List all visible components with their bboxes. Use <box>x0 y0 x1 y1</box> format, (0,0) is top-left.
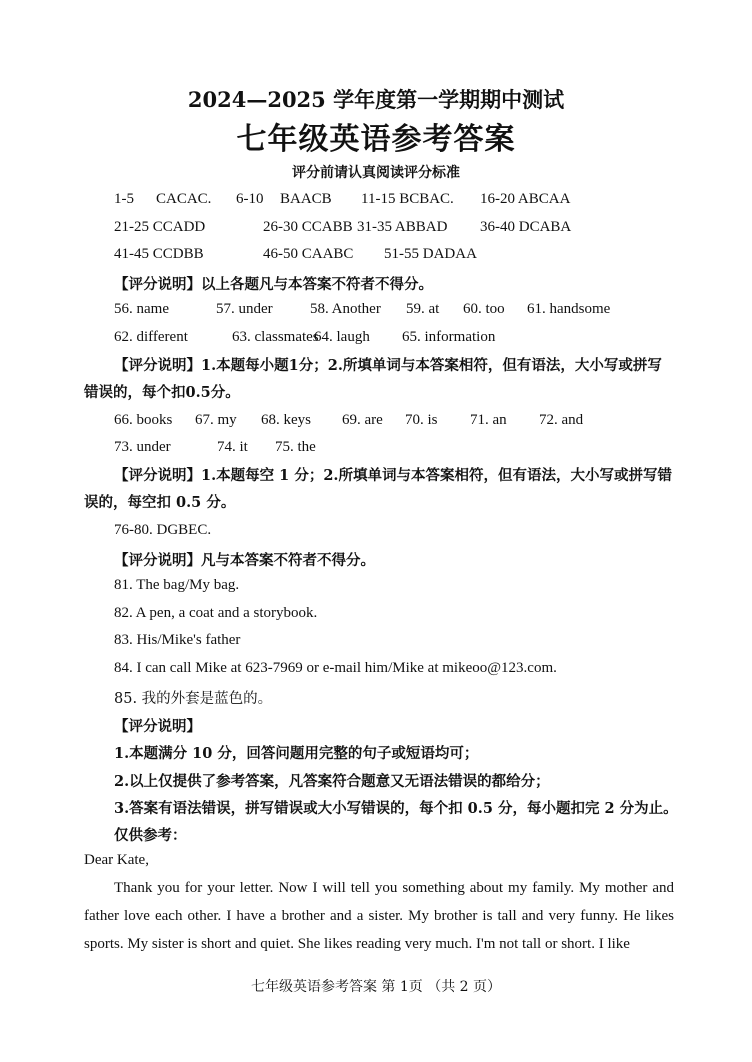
scoring-note-5-line: 3.答案有语法错误，拼写错误或大小写错误的，每个扣 0.5 分，每小题扣完 2 分为止。 <box>114 800 678 817</box>
letter-body: Thank you for your letter. Now I will tell you something about my family. My mother and father love each other. I have a brother and a sister. My brother is tall and very funny. He likes sports. My sister is short and quiet. She likes reading very much. I'm not tall or short. I like <box>84 880 674 952</box>
answer-label: 1-5 <box>114 191 134 207</box>
answer-value: 41-45 CCDBB <box>114 246 204 262</box>
answer-value: 72. and <box>539 412 584 428</box>
answer-item-83: 83. His/Mike's father <box>114 632 241 648</box>
answer-value: 31-35 ABBAD <box>357 219 448 235</box>
answer-label: 6-10 <box>236 191 264 207</box>
scoring-note-2: 【评分说明】1.本题每小题1分；2.所填单词与本答案相符，但有语法，大小写或拼写错误的，每个扣0.5分。 <box>84 357 662 401</box>
answer-value: 68. keys <box>261 412 311 428</box>
answer-item-81: 81. The bag/My bag. <box>114 577 240 593</box>
scoring-note-5-line: 仅供参考： <box>114 827 187 844</box>
letter-salutation: Dear Kate, <box>84 852 149 868</box>
scoring-note-4: 【评分说明】凡与本答案不符者不得分。 <box>114 552 375 569</box>
scoring-note-3: 【评分说明】1.本题每空 1 分；2.所填单词与本答案相符，但有语法，大小写或拼写错误的，每空扣 0.5 分。 <box>84 467 672 511</box>
answer-value: 60. too <box>463 301 505 317</box>
scoring-note-5-line: 2.以上仅提供了参考答案，凡答案符合题意又无语法错误的都给分； <box>114 773 550 790</box>
answer-value: 58. Another <box>310 301 381 317</box>
answer-value: 51-55 DADAA <box>384 246 477 262</box>
answer-value: 63. classmates <box>232 329 319 345</box>
exam-title: 2024—2025 学年度第一学期期中测试 <box>187 87 565 112</box>
scoring-note-5-line: 1.本题满分 10 分，回答问题用完整的句子或短语均可； <box>114 745 479 762</box>
answer-row-8: 76-80. DGBEC. <box>114 522 212 538</box>
answer-value: 11-15 BCBAC. <box>361 191 454 207</box>
answer-value: 75. the <box>275 439 316 455</box>
answer-value: 74. it <box>217 439 248 455</box>
answer-value: 21-25 CCADD <box>114 219 206 235</box>
answer-value: 26-30 CCABB <box>263 219 353 235</box>
answer-value: 16-20 ABCAA <box>480 191 571 207</box>
answer-item-84: 84. I can call Mike at 623-7969 or e-mail him/Mike at mikeoo@123.com. <box>114 660 557 676</box>
subtitle: 评分前请认真阅读评分标准 <box>292 165 460 181</box>
answer-value: 46-50 CAABC <box>263 246 354 262</box>
page-footer: 七年级英语参考答案 第 1页 （共 2 页） <box>250 979 502 995</box>
answer-value: 64. laugh <box>314 329 370 345</box>
answer-value: 57. under <box>216 301 273 317</box>
answer-value: 67. my <box>195 412 237 428</box>
answer-value: 66. books <box>114 412 173 428</box>
answer-value: 36-40 DCABA <box>480 219 572 235</box>
answer-value: 62. different <box>114 329 188 345</box>
answer-value: 61. handsome <box>527 301 611 317</box>
answer-value: 70. is <box>405 412 438 428</box>
answer-value: CACAC. <box>156 191 212 207</box>
answer-value: 65. information <box>402 329 496 345</box>
answer-value: 59. at <box>406 301 440 317</box>
scoring-note-5-title: 【评分说明】 <box>114 718 201 735</box>
scoring-note-1: 【评分说明】以上各题凡与本答案不符者不得分。 <box>114 276 433 293</box>
answer-value: 56. name <box>114 301 169 317</box>
answer-item-82: 82. A pen, a coat and a storybook. <box>114 605 318 621</box>
answer-value: 69. are <box>342 412 383 428</box>
answer-value: 71. an <box>470 412 507 428</box>
answer-item-85: 85. 我的外套是蓝色的。 <box>114 691 273 707</box>
main-title: 七年级英语参考答案 <box>236 122 516 157</box>
answer-value: 73. under <box>114 439 171 455</box>
answer-value: BAACB <box>280 191 332 207</box>
